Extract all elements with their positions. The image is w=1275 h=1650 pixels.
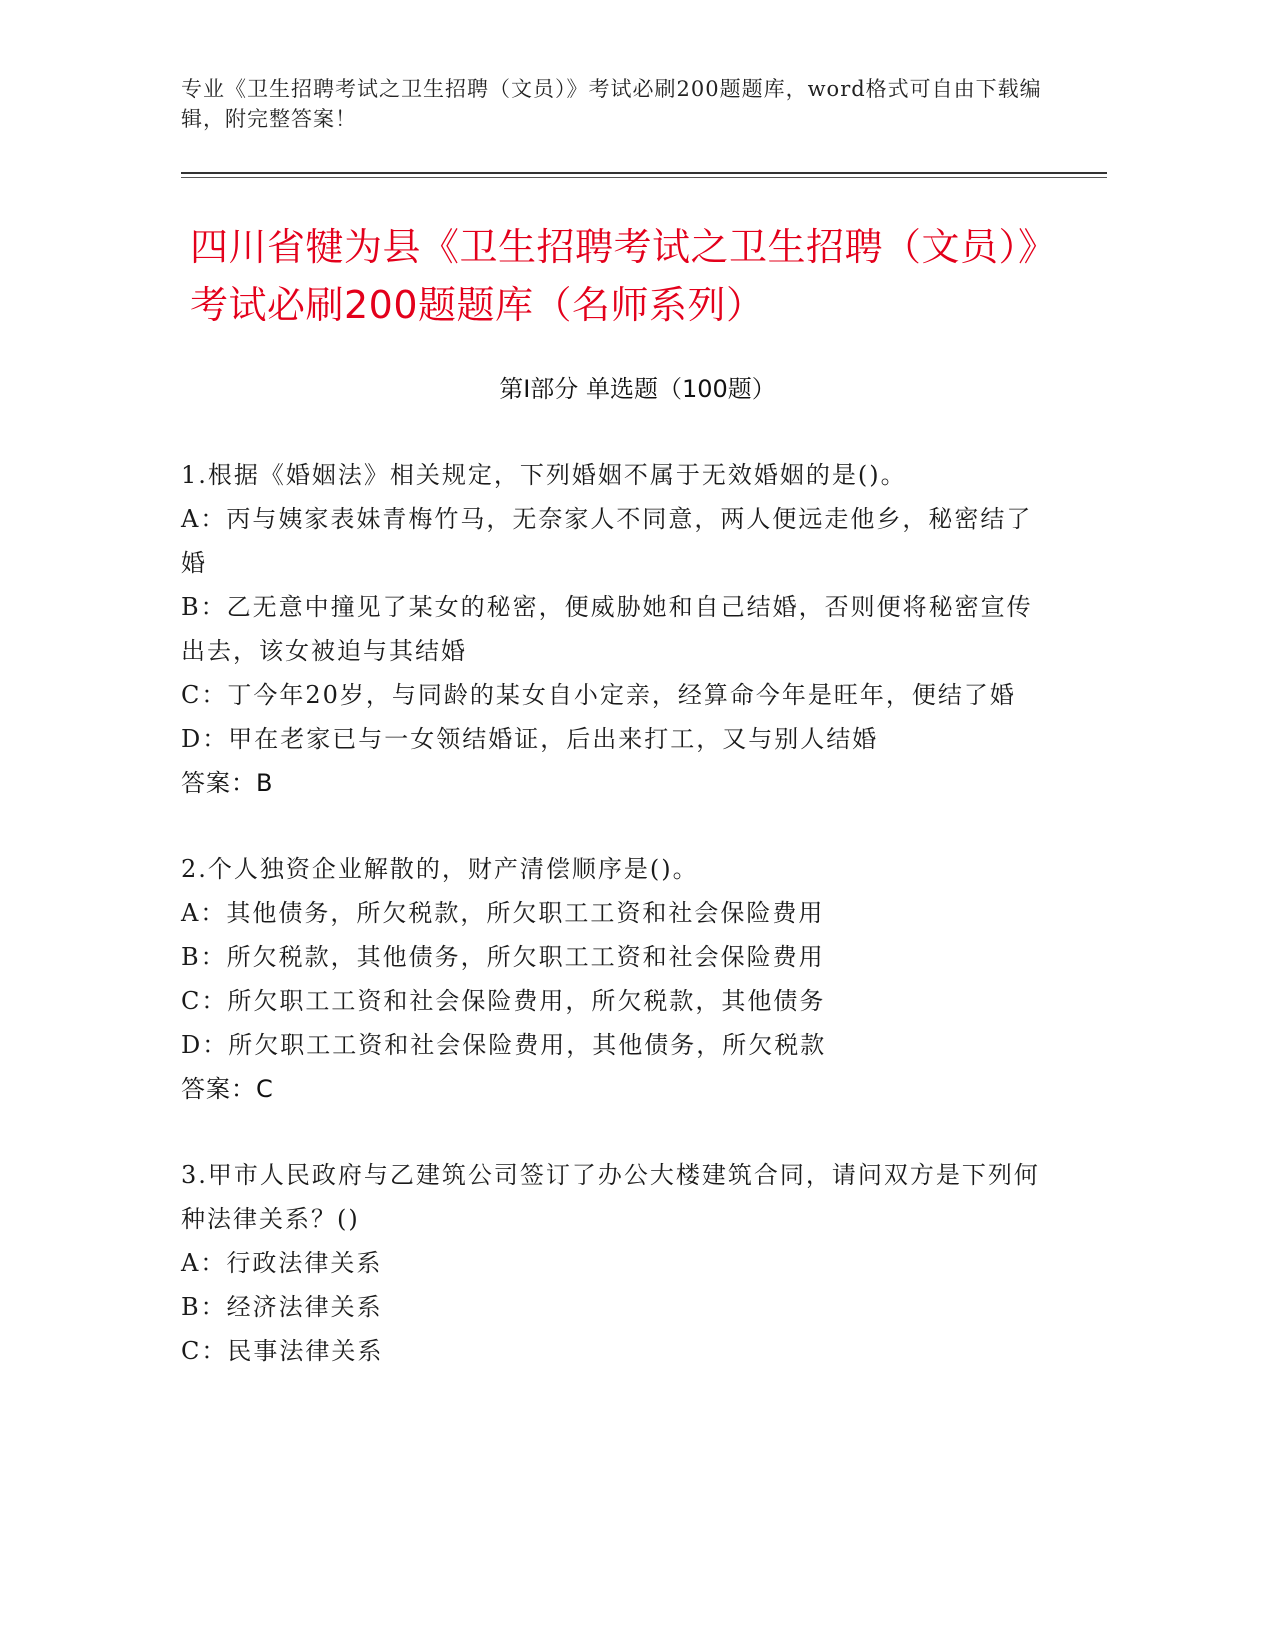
option-c: C：民事法律关系 (181, 1337, 384, 1365)
question-3 (181, 1153, 1041, 1373)
header-divider (181, 172, 1107, 174)
question-list (181, 453, 1041, 1415)
option-d: D：甲在老家已与一女领结婚证，后出来打工，又与别人结婚 (181, 725, 879, 753)
question-stem: 2.个人独资企业解散的，财产清偿顺序是()。 (181, 855, 699, 883)
header-note: 专业《卫生招聘考试之卫生招聘（文员）》考试必刷200题题库，word格式可自由下载编辑，附完整答案！ (181, 77, 1042, 131)
section-heading: 第Ⅰ部分 单选题（100题） (499, 375, 776, 403)
answer-label: 答案：B (181, 769, 274, 797)
option-b: B：经济法律关系 (181, 1293, 383, 1321)
question-stem: 3.甲市人民政府与乙建筑公司签订了办公大楼建筑合同，请问双方是下列何种法律关系？() (181, 1161, 1040, 1233)
option-c: C：丁今年20岁，与同龄的某女自小定亲，经算命今年是旺年，便结了婚 (181, 681, 1016, 709)
option-b: B：所欠税款，其他债务，所欠职工工资和社会保险费用 (181, 943, 825, 971)
option-a: A：其他债务，所欠税款，所欠职工工资和社会保险费用 (181, 899, 825, 927)
option-a: A：丙与姨家表妹青梅竹马，无奈家人不同意，两人便远走他乡，秘密结了婚 (181, 505, 1033, 577)
answer-label: 答案：C (181, 1075, 274, 1103)
question-2 (181, 847, 1041, 1111)
option-a: A：行政法律关系 (181, 1249, 383, 1277)
option-b: B：乙无意中撞见了某女的秘密，便威胁她和自己结婚，否则便将秘密宣传出去，该女被迫与其结婚 (181, 593, 1033, 665)
document-title: 四川省犍为县《卫生招聘考试之卫生招聘（文员）》考试必刷200题题库（名师系列） (190, 225, 1057, 327)
header-divider-thin (181, 177, 1107, 178)
option-c: C：所欠职工工资和社会保险费用，所欠税款，其他债务 (181, 987, 826, 1015)
question-1 (181, 453, 1041, 805)
option-d: D：所欠职工工资和社会保险费用，其他债务，所欠税款 (181, 1031, 827, 1059)
question-stem: 1.根据《婚姻法》相关规定，下列婚姻不属于无效婚姻的是()。 (181, 461, 907, 489)
